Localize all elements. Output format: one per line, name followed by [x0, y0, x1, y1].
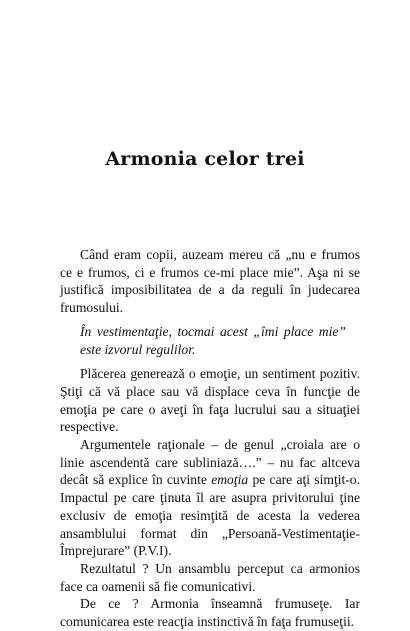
paragraph-childhood-saying: Când eram copii, auzeam mereu că „nu e frumos ce e frumos, ci e frumos ce-mi place mie”. Aşa ni se justifică imposibilitatea de a da reguli în judecarea frumosului.: [60, 247, 360, 316]
highlighted-quote: În vestimentaţie, tocmai acest „îmi place mie” este izvorul regulilor.: [80, 323, 346, 357]
paragraph-rational-arguments: [60, 436, 360, 560]
paragraph-result: Rezultatul ? Un ansamblu perceput ca armonios face ca oamenii să fie comunicativi.: [60, 560, 360, 594]
paragraph-rational-arguments-part2: pe care aţi simţit-o. Impactul pe care ţinuta îl are asupra privitorului ţine exclusiv de emoţia resimţită de acesta la vederea ansamblului format din „Persoană-Vestimentaţie-Împrejurare” (P.V.I).: [60, 472, 360, 559]
paragraph-pleasure-emotion: Plăcerea generează o emoţie, un sentiment pozitiv. Ştiţi că vă place sau vă displace ceva în funcţie de emoţia pe care o aveţi în faţa lucrului sau a situaţiei respective.: [60, 366, 360, 435]
emphasized-word-emotion: emoţia: [211, 472, 249, 488]
chapter-body: [60, 246, 360, 631]
paragraph-why-harmony: De ce ? Armonia înseamnă frumuseţe. Iar comunicarea este reacţia instinctivă în faţa frumuseţii.: [60, 596, 360, 630]
paragraph-rational-arguments-part1: Argumentele raţionale – de genul „croiala are o linie ascendentă care subliniază….” – nu fac altceva decât să explice în cuvinte: [60, 437, 360, 488]
chapter-title: Armonia celor trei: [105, 148, 305, 170]
